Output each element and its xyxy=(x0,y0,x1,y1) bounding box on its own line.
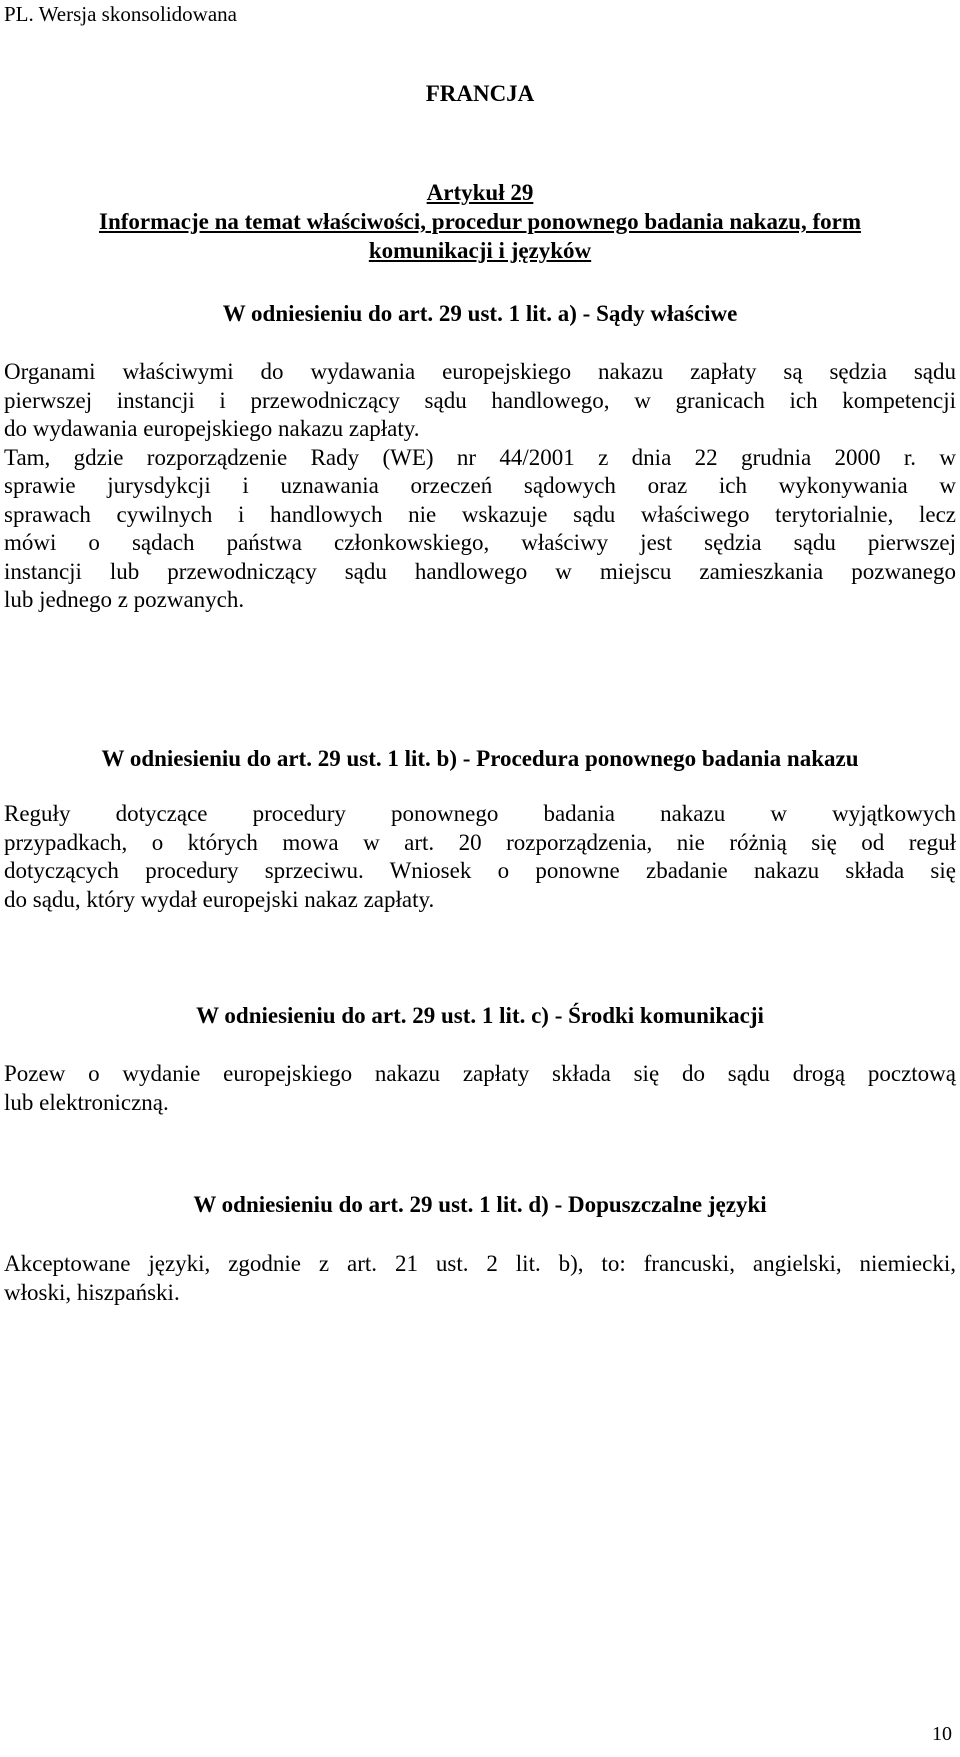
body-line: mówi o sądach państwa członkowskiego, właściwy jest sędzia sądu pierwszej xyxy=(4,530,956,555)
article-title-line-2: komunikacji i języków xyxy=(368,238,592,263)
section-d-body xyxy=(4,1250,956,1307)
body-line: Organami właściwymi do wydawania europejskiego nakazu zapłaty są sędzia sądu xyxy=(4,359,956,384)
section-c-title: W odniesieniu do art. 29 ust. 1 lit. c) - Środki komunikacji xyxy=(196,1003,764,1028)
body-line: instancji lub przewodniczący sądu handlowego w miejscu zamieszkania pozwanego xyxy=(4,558,956,584)
section-a-title: W odniesieniu do art. 29 ust. 1 lit. a) - Sądy właściwe xyxy=(222,301,738,326)
article-number: Artykuł 29 xyxy=(426,180,534,205)
body-line: sprawie jurysdykcji i uznawania orzeczeń sądowych oraz ich wykonywania w xyxy=(4,473,956,498)
country-heading: FRANCJA xyxy=(425,81,535,106)
body-line: włoski, hiszpański. xyxy=(4,1279,180,1305)
body-line: sprawach cywilnych i handlowych nie wskazuje sądu właściwego terytorialnie, lecz xyxy=(4,501,956,527)
body-line: dotyczących procedury sprzeciwu. Wniosek o ponowne zbadanie nakazu składa się xyxy=(4,858,956,883)
body-line: lub jednego z pozwanych. xyxy=(4,587,245,612)
article-title-line-1: Informacje na temat właściwości, procedur ponownego badania nakazu, form xyxy=(99,209,861,234)
body-line: Akceptowane języki, zgodnie z art. 21 ust. 2 lit. b), to: francuski, angielski, niemiecki, xyxy=(4,1251,956,1276)
section-d-title: W odniesieniu do art. 29 ust. 1 lit. d) - Dopuszczalne języki xyxy=(193,1192,767,1217)
section-b-title: W odniesieniu do art. 29 ust. 1 lit. b) - Procedura ponownego badania nakazu xyxy=(101,746,859,771)
body-line: Tam, gdzie rozporządzenie Rady (WE) nr 44/2001 z dnia 22 grudnia 2000 r. w xyxy=(4,444,956,470)
body-line: Pozew o wydanie europejskiego nakazu zapłaty składa się do sądu drogą pocztową xyxy=(4,1061,956,1086)
body-line: Reguły dotyczące procedury ponownego badania nakazu w wyjątkowych xyxy=(4,801,956,826)
body-line: lub elektroniczną. xyxy=(4,1089,169,1115)
body-line: przypadkach, o których mowa w art. 20 rozporządzenia, nie różnią się od reguł xyxy=(4,829,956,855)
document-header: PL. Wersja skonsolidowana xyxy=(4,2,237,26)
body-line: pierwszej instancji i przewodniczący sądu handlowego, w granicach ich kompetencji xyxy=(4,387,956,413)
section-a-body xyxy=(4,358,956,615)
section-b-body xyxy=(4,800,956,914)
body-line: do sądu, który wydał europejski nakaz zapłaty. xyxy=(4,886,435,912)
page-number: 10 xyxy=(932,1723,952,1745)
section-c-body xyxy=(4,1060,956,1117)
article-heading xyxy=(0,178,960,265)
body-line: do wydawania europejskiego nakazu zapłaty. xyxy=(4,416,420,441)
